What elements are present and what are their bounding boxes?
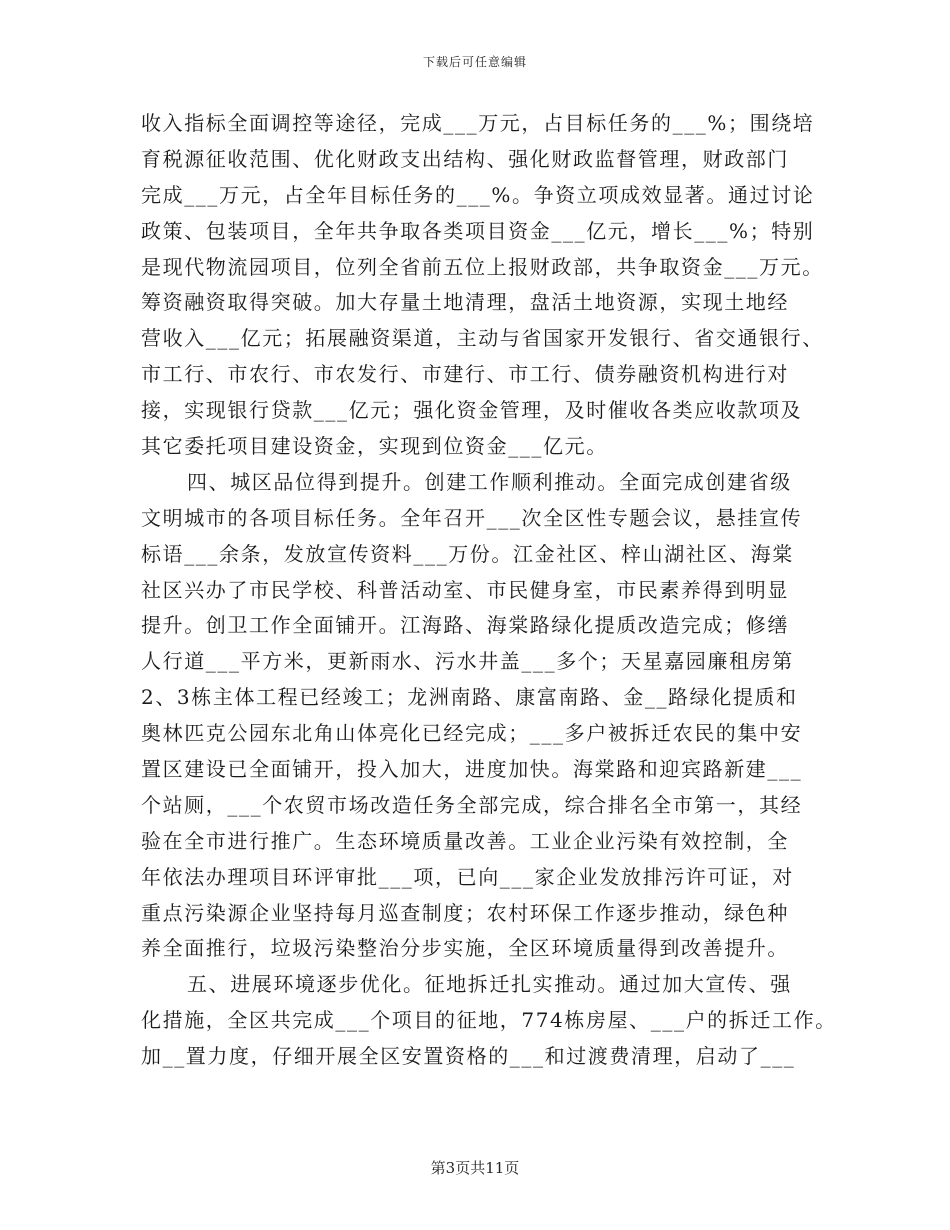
text-line: 文明城市的各项目标任务。全年召开___次全区性专题会议，悬挂宣传 — [141, 505, 803, 530]
text-line: 年依法办理项目环评审批___项，已向___家企业发放排污许可证，对 — [141, 864, 794, 889]
text-line: 完成___万元，占全年目标任务的___%。争资立项成效显著。通过讨论 — [141, 182, 815, 207]
text-line: 2、3栋主体工程已经竣工；龙洲南路、康富南路、金__路绿化提质和 — [141, 685, 798, 710]
text-line: 市工行、市农行、市农发行、市建行、市工行、债券融资机构进行对 — [141, 362, 789, 387]
document-body — [141, 106, 837, 1075]
paragraph-start-line: 四、城区品位得到提升。创建工作顺利推动。全面完成创建省级 — [187, 469, 792, 494]
text-line: 个站厕，___个农贸市场改造任务全部完成，综合排名全市第一，其经 — [141, 792, 803, 817]
paragraph-start-line: 五、进展环境逐步优化。征地拆迁扎实推动。通过加大宣传、强 — [187, 972, 792, 997]
page-header: 下载后可任意编辑 — [422, 55, 527, 69]
text-line: 加__置力度，仔细开展全区安置资格的___和过渡费清理，启动了___ — [141, 1044, 796, 1069]
text-line: 育税源征收范围、优化财政支出结构、强化财政监督管理，财政部门 — [141, 146, 789, 171]
text-line: 营收入___亿元；拓展融资渠道，主动与省国家开发银行、省交通银行、 — [141, 326, 824, 351]
text-line: 置区建设已全面铺开，投入加大，进度加快。海棠路和迎宾路新建___ — [141, 757, 803, 782]
text-line: 接，实现银行贷款___亿元；强化资金管理，及时催收各类应收款项及 — [141, 398, 803, 423]
page-footer: 第3页共11页 — [430, 1159, 520, 1177]
text-line: 政策、包装项目，全年共争取各类项目资金___亿元，增长___%；特别 — [141, 218, 815, 243]
text-line: 提升。创卫工作全面铺开。江海路、海棠路绿化提质改造完成；修缮 — [141, 613, 789, 638]
text-line: 化措施，全区共完成___个项目的征地，774栋房屋、___户的拆迁工作。 — [141, 1008, 837, 1033]
text-line: 奥林匹克公园东北角山体亮化已经完成；___多户被拆迁农民的集中安 — [141, 721, 803, 746]
text-line: 是现代物流园项目，位列全省前五位上报财政部，共争取资金___万元。 — [141, 254, 824, 279]
text-line: 收入指标全面调控等途径，完成___万元，占目标任务的___%；围绕培 — [141, 111, 815, 135]
text-line: 其它委托项目建设资金，实现到位资金___亿元。 — [141, 434, 608, 459]
text-line: 养全面推行，垃圾污染整治分步实施，全区环境质量得到改善提升。 — [141, 936, 789, 961]
text-line: 重点污染源企业坚持每月巡查制度；农村环保工作逐步推动，绿色种 — [141, 900, 789, 925]
text-line: 筹资融资取得突破。加大存量土地清理，盘活土地资源，实现土地经 — [141, 290, 789, 315]
text-line: 社区兴办了市民学校、科普活动室、市民健身室，市民素养得到明显 — [141, 577, 789, 602]
text-line: 验在全市进行推广。生态环境质量改善。工业企业污染有效控制，全 — [141, 828, 789, 853]
text-line: 标语___余条，发放宣传资料___万份。江金社区、梓山湖社区、海棠 — [141, 541, 794, 566]
text-line: 人行道___平方米，更新雨水、污水井盖___多个；天星嘉园廉租房第 — [141, 649, 794, 674]
